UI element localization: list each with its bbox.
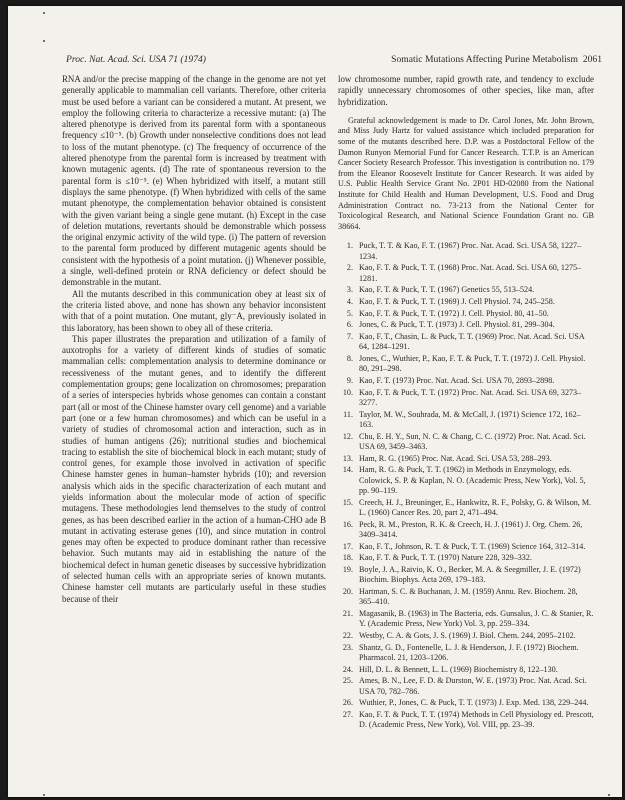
reference-item bbox=[338, 710, 594, 731]
reference-number: 7. bbox=[346, 332, 353, 342]
reference-number: 6. bbox=[346, 320, 353, 330]
reference-text: Kao, F. T. & Puck, T. T. (1972) Proc. Nat. Acad. Sci. USA 69, 3273–3277. bbox=[359, 387, 582, 408]
reference-item bbox=[338, 520, 594, 541]
reference-number: 3. bbox=[346, 285, 353, 295]
left-column bbox=[62, 74, 326, 605]
reference-number: 15. bbox=[342, 497, 353, 507]
reference-number: 11. bbox=[343, 409, 353, 419]
reference-item bbox=[338, 676, 594, 697]
reference-text: Jones, C. & Puck, T. T. (1973) J. Cell. Physiol. 81, 299–304. bbox=[359, 320, 555, 330]
reference-item bbox=[338, 609, 594, 630]
reference-item bbox=[338, 297, 594, 307]
reference-text: Kao, F. T. & Puck, T. T. (1972) J. Cell. Physiol. 80, 41–50. bbox=[359, 308, 549, 318]
reference-text: Kao, F. T. & Puck, T. T. (1970) Nature 228, 329–332. bbox=[359, 553, 532, 563]
reference-item bbox=[338, 388, 594, 409]
reference-number: 16. bbox=[342, 519, 353, 529]
acknowledgement: Grateful acknowledgement is made to Dr. Carol Jones, Mr. John Brown, and Miss Judy Hartz for valued assistance which included preparation for some of the mutants described here. D.P. was a Postdoctoral Fellow of the Damon Runyon Memorial Fund for Cancer Research. T.T.P. is an American Cancer Society Research Professor. This investigation is contribution no. 179 from the Eleanor Roosevelt Institute for Cancer Research. It was aided by U.S. Public Health Service Grant No. 2P01 HD-02080 from the National Institute for Child Health and Human Development, U.S. Food and Drug Administration Contract no. 73-213 from the National Center for Toxicological Research, and National Science Foundation Grant no. GB 38664. bbox=[338, 115, 594, 231]
reference-number: 24. bbox=[342, 664, 353, 674]
reference-text: Shantz, G. D., Fontenelle, L. J. & Henderson, J. F. (1972) Biochem. Pharmacol. 21, 1203–1206. bbox=[359, 642, 579, 662]
reference-text: Wuthier, P., Jones, C. & Puck, T. T. (1973) J. Exp. Med. 138, 229–244. bbox=[359, 698, 589, 708]
reference-text: Kao, F. T., Chasin, L. & Puck, T. T. (1969) Proc. Nat. Acad. Sci. USA 64, 1284–1291. bbox=[359, 332, 585, 352]
body-paragraph: This paper illustrates the preparation and utilization of a family of auxotrophs for a variety of different kinds of studies of somatic mammalian cells: complementation analysis to determine dominance or recessiveness of the mutant genes, and to identify the different complementation groups; gene localization on chromosomes; preparation of a series of interspecies hybrids whose genomes can contain a constant part (all or most of the Chinese hamster ovary cell genome) and a variable part (one or a few human chromosomes) and which can be useful in a variety of studies of chromosomal action and interaction, such as in studies of human antigens (26); nutritional studies and biochemical tracing to establish the site of biochemical block in each mutant; study of control genes, for example those involved in activation of specific Chinese hamster genes in human–hamster hybrids (10); and reversion analysis which aids in the specific characterization of each mutant and yields information about the molecular mode of action of specific mutagens. These methodologies lend themselves to the study of control genes, as has been described earlier in the action of a human-CHO ade B mutant in activating esterase genes (10), and since mutation in control genes may often be expected to produce dominant rather than recessive behavior. Such mutants may aid in establishing the nature of the biochemical defect in human genetic diseases by successive hybridization of selected human cells with an appropriate series of known mutants. Chinese hamster cell mutants are particularly useful in these studies because of their bbox=[62, 333, 326, 604]
reference-text: Magasanik, B. (1963) in The Bacteria, eds. Gunsalus, J. C. & Stanier, R. Y. (Academic Press, New York) Vol. 3, pp. 259–334. bbox=[359, 609, 594, 629]
reference-text: Puck, T. T. & Kao, F. T. (1967) Proc. Nat. Acad. Sci. USA 58, 1227–1234. bbox=[359, 241, 582, 261]
reference-text: Kao, F. T. & Puck, T. T. (1969) J. Cell Physiol. 74, 245–258. bbox=[359, 297, 555, 307]
reference-list bbox=[338, 241, 594, 730]
reference-number: 4. bbox=[346, 297, 353, 307]
reference-number: 14. bbox=[342, 465, 353, 475]
reference-item bbox=[338, 565, 594, 586]
reference-number: 9. bbox=[346, 376, 353, 386]
reference-item bbox=[338, 309, 594, 319]
reference-item bbox=[338, 587, 594, 608]
reference-text: Kao, F. T. (1973) Proc. Nat. Acad. Sci. USA 70, 2893–2898. bbox=[359, 376, 555, 386]
reference-text: Ham, R. G. (1965) Proc. Nat. Acad. Sci. USA 53, 288–293. bbox=[359, 453, 552, 463]
reference-text: Creech, H. J., Breuninger, E., Hankwitz, R. F., Polsky, G. & Wilson, M. L. (1960) Cancer Res. 20, part 2, 471–494. bbox=[359, 497, 592, 518]
reference-text: Taylor, M. W., Souhrada, M. & McCall, J. (1971) Science 172, 162–163. bbox=[359, 409, 581, 430]
scan-mark bbox=[43, 40, 45, 42]
reference-number: 17. bbox=[342, 541, 353, 551]
page-header bbox=[66, 54, 602, 68]
reference-item bbox=[338, 542, 594, 552]
reference-item bbox=[338, 376, 594, 386]
reference-number: 27. bbox=[342, 710, 353, 720]
journal-page bbox=[8, 6, 622, 797]
scan-mark bbox=[43, 794, 45, 796]
reference-number: 21. bbox=[342, 609, 353, 619]
reference-text: Hartman, S. C. & Buchanan, J. M. (1959) Annu. Rev. Biochem. 28, 365–410. bbox=[359, 587, 578, 607]
reference-item bbox=[338, 241, 594, 262]
running-title: Somatic Mutations Affecting Purine Metabolism bbox=[391, 54, 578, 65]
reference-number: 26. bbox=[342, 698, 353, 708]
reference-item bbox=[338, 410, 594, 431]
reference-number: 23. bbox=[342, 642, 353, 652]
reference-item bbox=[338, 643, 594, 664]
reference-item bbox=[338, 698, 594, 708]
reference-number: 10. bbox=[342, 387, 353, 397]
reference-number: 8. bbox=[346, 354, 353, 364]
reference-text: Peck, R. M., Preston, R. K. & Creech, H. J. (1961) J. Org. Chem. 26, 3409–3414. bbox=[359, 519, 583, 539]
reference-item bbox=[338, 465, 594, 496]
reference-number: 25. bbox=[342, 676, 353, 686]
reference-text: Hill, D. L. & Bennett, L. L. (1969) Biochemistry 8, 122–130. bbox=[359, 664, 558, 674]
body-paragraph: low chromosome number, rapid growth rate, and tendency to exclude rapidly unnecessary chromosomes of other species, like man, after hybridization. bbox=[338, 74, 594, 107]
scan-mark bbox=[43, 12, 45, 14]
reference-number: 20. bbox=[342, 587, 353, 597]
reference-item bbox=[338, 285, 594, 295]
scan-mark bbox=[608, 794, 610, 796]
reference-item bbox=[338, 665, 594, 675]
reference-text: Ham, R. G. & Puck, T. T. (1962) in Methods in Enzymology, eds. Colowick, S. P. & Kaplan, N. O. (Academic Press, New York), Vol. 5, pp. 90–119. bbox=[359, 465, 586, 496]
reference-text: Jones, C., Wuthier, P., Kao, F. T. & Puck, T. T. (1972) J. Cell. Physiol. 80, 291–298. bbox=[359, 354, 586, 374]
reference-text: Boyle, J. A., Raivio, K. O., Becker, M. A. & Seegmiller, J. E. (1972) Biochim. Biophys. Acta 269, 179–183. bbox=[359, 565, 581, 585]
reference-text: Kao, F. T., Johnson, R. T. & Puck, T. T. (1969) Science 164, 312–314. bbox=[359, 541, 586, 551]
reference-text: Kao, F. T. & Puck, T. T. (1967) Genetics 55, 513–524. bbox=[359, 285, 535, 295]
reference-number: 18. bbox=[342, 553, 353, 563]
reference-text: Chu, E. H. Y., Sun, N. C. & Chang, C. C. (1972) Proc. Nat. Acad. Sci. USA 69, 3459–3463. bbox=[359, 431, 586, 452]
reference-item bbox=[338, 454, 594, 464]
reference-number: 12. bbox=[342, 431, 353, 441]
reference-item bbox=[338, 631, 594, 641]
reference-text: Westby, C. A. & Gots, J. S. (1969) J. Biol. Chem. 244, 2095–2102. bbox=[359, 631, 576, 641]
reference-item bbox=[338, 263, 594, 284]
right-column bbox=[338, 74, 594, 732]
reference-number: 1. bbox=[346, 241, 353, 251]
reference-item bbox=[338, 354, 594, 375]
reference-number: 19. bbox=[342, 565, 353, 575]
reference-item bbox=[338, 553, 594, 563]
body-paragraph: All the mutants described in this communication obey at least six of the criteria listed above, and none has shown any behavior inconsistent with that of a point mutation. One mutant, gly⁻A, previously isolated in this laboratory, has been shown to obey all of these criteria. bbox=[62, 288, 326, 333]
reference-number: 2. bbox=[346, 263, 353, 273]
reference-text: Kao, F. T. & Puck, T. T. (1968) Proc. Nat. Acad. Sci. USA 60, 1275–1281. bbox=[359, 263, 582, 283]
reference-item bbox=[338, 432, 594, 453]
reference-item bbox=[338, 498, 594, 519]
reference-item bbox=[338, 332, 594, 353]
reference-text: Kao, F. T. & Puck, T. T. (1974) Methods in Cell Physiology ed. Prescott, D. (Academic Press, New York), Vol. VIII, pp. 23–39. bbox=[359, 710, 594, 730]
reference-item bbox=[338, 320, 594, 330]
reference-number: 13. bbox=[342, 453, 353, 463]
reference-text: Ames, B. N., Lee, F. D. & Durston, W. E. (1973) Proc. Nat. Acad. Sci. USA 70, 782–786. bbox=[359, 676, 587, 696]
reference-number: 22. bbox=[342, 631, 353, 641]
page-number: 2061 bbox=[582, 54, 602, 65]
body-paragraph: RNA and/or the precise mapping of the change in the genome are not yet generally applicable to mammalian cell variants. Therefore, other criteria must be used before a variant can be considered a mutant. At present, we employ the following criteria to characterize a recessive mutant: (a) The altered phenotype is derived from its parental form with a spontaneous frequency ≤10⁻⁵. (b) Growth under nonselective conditions does not lead to loss of the mutant phenotype. (c) The frequency of occurrence of the altered phenotype from the parental form is increased by treatment with known mutagenic agents. (d) The rate of spontaneous reversion to the parental form is ≤10⁻⁵. (e) When hybridized with itself, a mutant still displays the same phenotype. (f) When hybridized with cells of the same mutant phenotype, the complementation behavior obtained is consistent with the given variant being a single gene mutant. (h) Except in the case of deletion mutations, revertants should be demonstrable which possess the original enzymic activity of the wild type. (i) The pattern of reversion to the parental form produced by different mutagenic agents should be consistent with the hypothesis of a point mutation. (j) Whenever possible, a single, well-defined protein or RNA deficiency or defect should be demonstrable in the mutant. bbox=[62, 74, 326, 288]
reference-number: 5. bbox=[346, 308, 353, 318]
journal-citation: Proc. Nat. Acad. Sci. USA 71 (1974) bbox=[66, 54, 206, 65]
